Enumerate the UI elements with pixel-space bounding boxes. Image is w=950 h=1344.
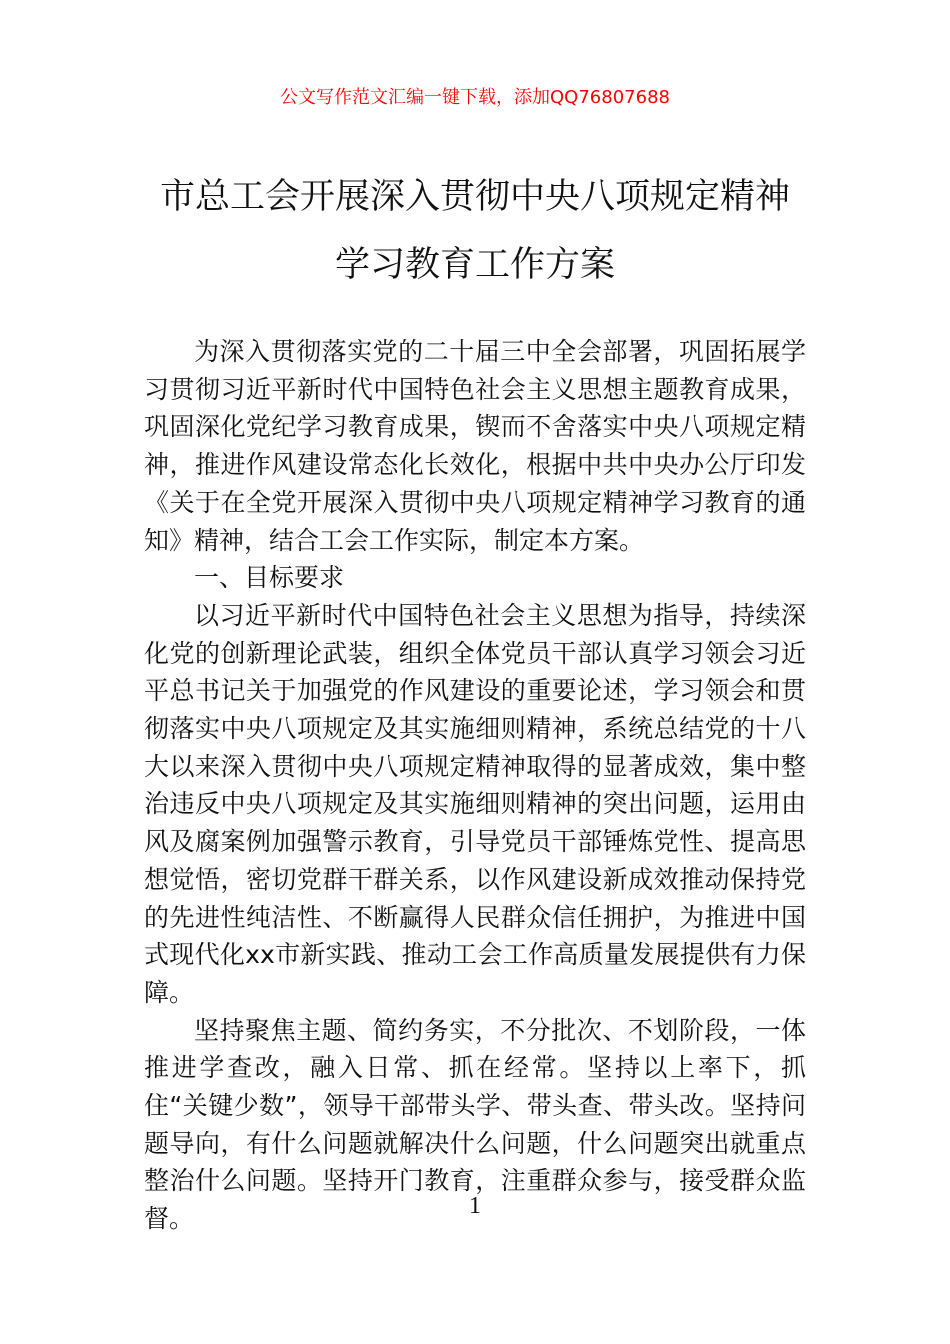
goals-paragraph: 以习近平新时代中国特色社会主义思想为指导，持续深化党的创新理论武装，组织全体党员干部认真学习领会习近平总书记关于加强党的作风建设的重要论述，学习领会和贯彻落实中央八项规定及其实施细则精神，系统总结党的十八大以来深入贯彻中央八项规定精神取得的显著成效，集中整治违反中央八项规定及其实施细则精神的突出问题，运用由风及腐案例加强警示教育，引导党员干部锤炼党性、提高思想觉悟，密切党群干群关系，以作风建设新成效推动保持党的先进性纯洁性、不断赢得人民群众信任拥护，为推进中国式现代化xx市新实践、推动工会工作高质量发展提供有力保障。: [144, 600, 806, 1007]
download-promo-note: 公文写作范文汇编一键下载，添加QQ76807688: [280, 87, 670, 108]
page-number: 1: [469, 1193, 481, 1219]
document-title-line-2: 学习教育工作方案: [334, 245, 615, 285]
intro-paragraph: 为深入贯彻落实党的二十届三中全会部署，巩固拓展学习贯彻习近平新时代中国特色社会主义思想主题教育成果，巩固深化党纪学习教育成果，锲而不舍落实中央八项规定精神，推进作风建设常态化长效化，根据中共中央办公厅印发《关于在全党开展深入贯彻中央八项规定精神学习教育的通知》精神，结合工会工作实际，制定本方案。: [144, 337, 806, 555]
section-heading-goals: 一、目标要求: [194, 563, 345, 593]
document-title-line-1: 市总工会开展深入贯彻中央八项规定精神: [159, 177, 790, 217]
principles-paragraph: 坚持聚焦主题、简约务实，不分批次、不划阶段，一体推进学查改，融入日常、抓在经常。坚持以上率下，抓住“关键少数”，领导干部带头学、带头查、带头改。坚持问题导向，有什么问题就解决什么问题，什么问题突出就重点整治什么问题。坚持开门教育，注重群众参与，接受群众监督。: [144, 1015, 806, 1234]
document-body: [144, 333, 806, 1238]
